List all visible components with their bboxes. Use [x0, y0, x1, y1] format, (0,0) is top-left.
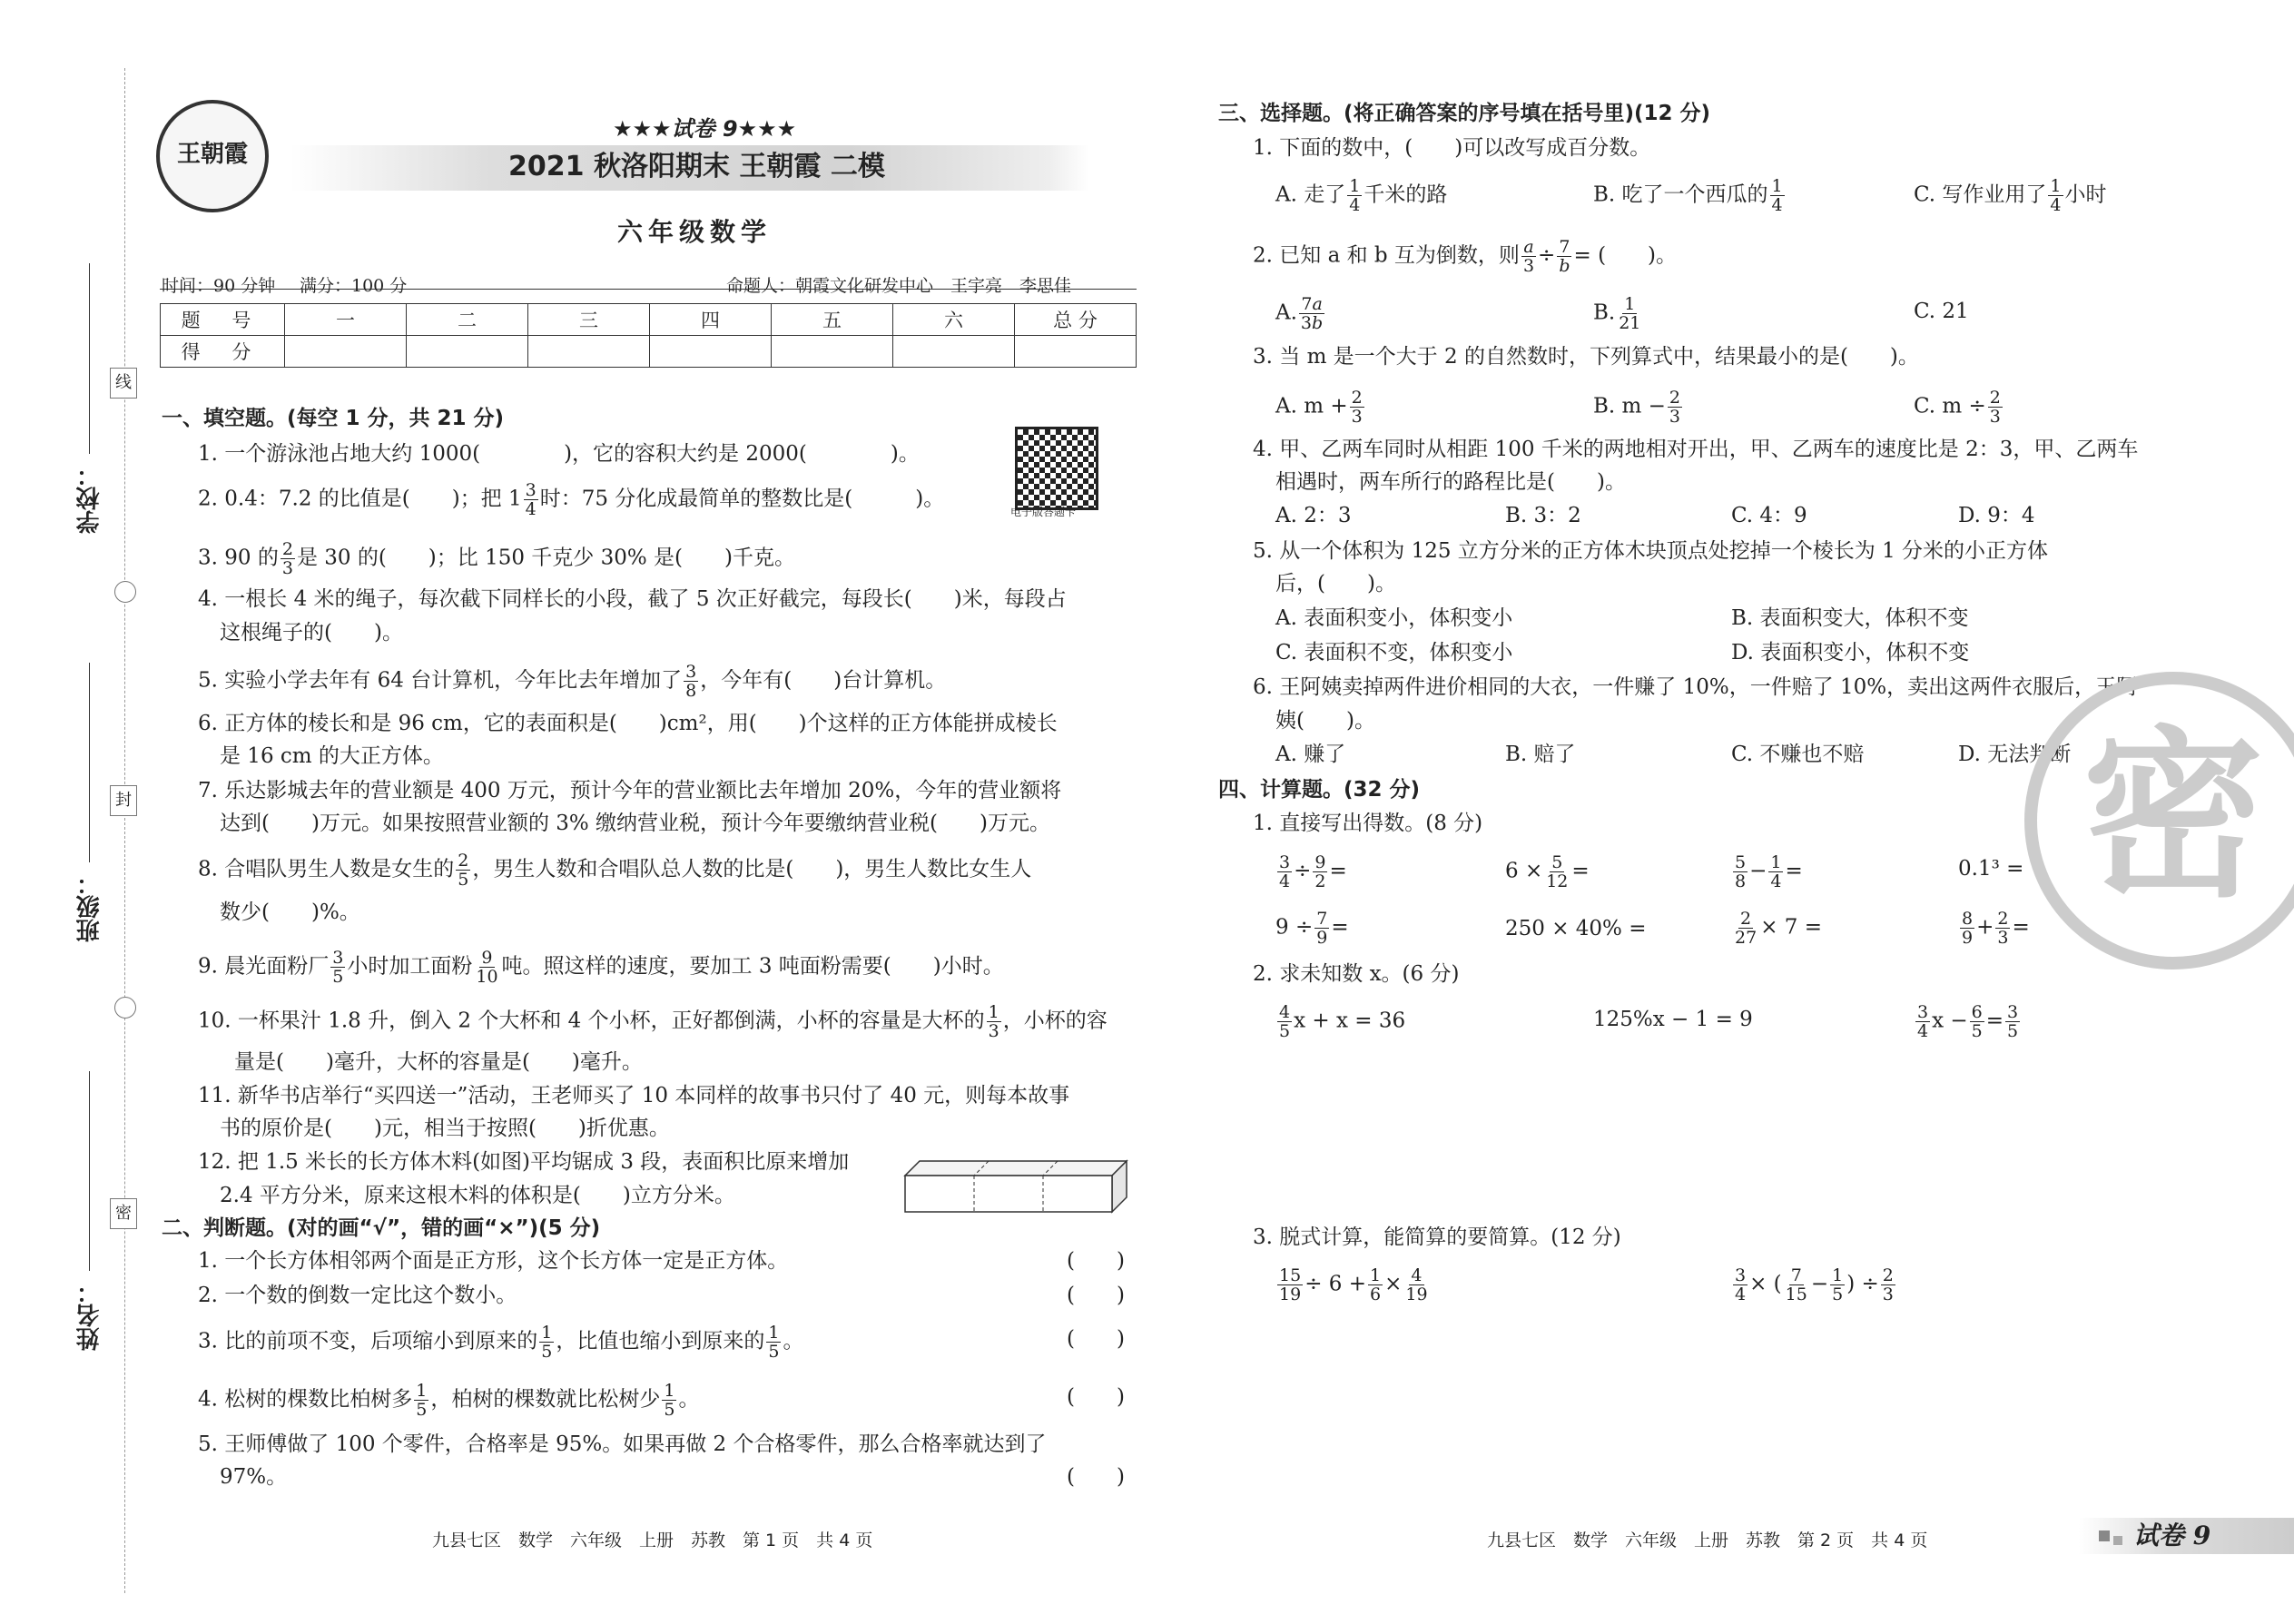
q3-1-A-text-a: A. 走了 [1275, 182, 1346, 207]
q3-5-D[interactable]: D. 表面积变小，体积不变 [1731, 641, 1970, 664]
q3-4-C[interactable]: C. 4：9 [1731, 504, 1807, 527]
calc-op: − [1749, 859, 1767, 883]
score-cell: 一 [285, 304, 407, 336]
fraction: $\frac{9}{10}$ [476, 948, 498, 987]
q1-10-text-b: ，小杯的容 [1002, 1009, 1108, 1033]
q1-5-text-a: 5. 实验小学去年有 64 台计算机，今年比去年增加了 [198, 668, 683, 693]
school-label: 学校： [76, 463, 103, 534]
q3-2-A[interactable] [1275, 295, 1326, 332]
q3-1-C-text-b: 小时 [2064, 182, 2107, 207]
q2-4 [198, 1382, 699, 1419]
fraction: $\frac{2}{3}$ [1997, 909, 2009, 948]
eq-text: = [1985, 1009, 2004, 1033]
q3-1-A-text-b: 千米的路 [1364, 182, 1448, 207]
calc-7 [1731, 910, 1822, 947]
q3-4a: 4. 甲、乙两车同时从相距 100 千米的两地相对开出，甲、乙两车的速度比是 2：3，甲、乙两车 [1253, 438, 2139, 461]
q3-4-A[interactable]: A. 2：3 [1275, 504, 1352, 527]
q3-1-B-text-a: B. 吃了一个西瓜的 [1593, 182, 1768, 207]
fraction: $\frac{1}{5}$ [1832, 1265, 1844, 1304]
calc-op: ÷ [1294, 859, 1312, 883]
fraction: $\frac{2}{3}$ [1882, 1265, 1894, 1304]
fraction: $\frac{2}{3}$ [1669, 388, 1681, 427]
fraction: $\frac{a}{3}$ [1522, 237, 1535, 276]
section-2-title: 二、判断题。(对的画“√”，错的画“×”)(5 分) [162, 1216, 601, 1240]
q3-6-C[interactable]: C. 不赚也不赔 [1731, 743, 1865, 766]
exam-authors: 命题人：朝霞文化研发中心 王宇亮 李思佳 [726, 276, 1072, 296]
fraction: $\frac{9}{2}$ [1314, 852, 1326, 891]
q2-5a: 5. 王师傅做了 100 个零件，合格率是 95%。如果再做 2 个合格零件，那么合格率就达到了 [198, 1432, 1047, 1456]
q2-2-answer[interactable]: ( ) [1067, 1284, 1125, 1307]
q3-2-B[interactable] [1593, 295, 1644, 332]
simplify-2 [1731, 1266, 1897, 1304]
q2-4-answer[interactable]: ( ) [1067, 1385, 1125, 1409]
paper-number: ★★★试卷 9★★★ [613, 116, 797, 142]
calc-op: × 7 = [1760, 915, 1822, 940]
calc-6: 250 × 40% = [1505, 917, 1647, 940]
q3-6-B[interactable]: B. 赔了 [1505, 743, 1576, 766]
q3-2-C[interactable]: C. 21 [1914, 300, 1969, 323]
q3-1-C[interactable] [1914, 177, 2107, 214]
q1-3 [198, 540, 795, 577]
score-input-2[interactable] [407, 336, 528, 368]
q2-5b: 97%。 [220, 1465, 288, 1489]
q3-3-C-label: C. m ÷ [1914, 394, 1986, 418]
exam-full-score: 满分：100 分 [300, 276, 408, 296]
fraction: $\frac{1}{6}$ [1370, 1265, 1382, 1304]
q2-4-text-c: 。 [678, 1387, 700, 1412]
fraction: $\frac{1}{4}$ [1349, 176, 1361, 215]
fraction: $\frac{2}{3}$ [1989, 388, 2001, 427]
footer-badge-square [2113, 1536, 2122, 1545]
qr-code[interactable] [1015, 427, 1098, 510]
calc-5 [1275, 910, 1349, 947]
score-cell: 得 分 [161, 336, 285, 368]
expr-text: × ( [1749, 1272, 1782, 1296]
fraction: $\frac{1}{21}$ [1619, 294, 1641, 333]
q3-5a: 5. 从一个体积为 125 立方分米的正方体木块顶点处挖掉一个棱长为 1 分米的小正方体 [1253, 539, 2049, 563]
q2-5-answer[interactable]: ( ) [1067, 1465, 1125, 1489]
score-cell: 三 [528, 304, 650, 336]
q1-10c: 量是( )毫升，大杯的容量是( )毫升。 [234, 1050, 643, 1074]
q2-2: 2. 一个数的倒数一定比这个数小。 [198, 1284, 517, 1307]
school-field[interactable] [89, 263, 90, 454]
q3-3-A-label: A. m + [1275, 394, 1348, 418]
q3-3-B-label: B. m − [1593, 394, 1666, 418]
fraction: $\frac{3}{5}$ [2007, 1002, 2019, 1041]
wood-figure [903, 1157, 1130, 1216]
calc-4: 0.1³ = [1958, 857, 2024, 881]
q1-3-text-b: 是 30 的( )；比 150 千克少 30% 是( )千克。 [296, 546, 795, 570]
q1-11b: 书的原价是( )元，相当于按照( )折优惠。 [220, 1117, 670, 1140]
calc-eq: = [1329, 859, 1347, 883]
q4-2-title: 2. 求未知数 x。(6 分) [1253, 962, 1460, 986]
q2-3-text-a: 3. 比的前项不变，后项缩小到原来的 [198, 1329, 538, 1353]
fraction: $\frac{7}{15}$ [1785, 1265, 1807, 1304]
q1-5-text-b: ，今年有( )台计算机。 [700, 668, 947, 693]
q1-9-text-c: 吨。照这样的速度，要加工 3 吨面粉需要( )小时。 [501, 954, 1004, 979]
calc-8 [1958, 910, 2030, 947]
score-table [160, 303, 1137, 368]
fraction: $\frac{8}{9}$ [1962, 909, 1974, 948]
q1-10a [198, 1003, 1108, 1040]
fraction: $\frac{3}{5}$ [332, 948, 344, 987]
q3-1-C-text-a: C. 写作业用了 [1914, 182, 2047, 207]
q3-3: 3. 当 m 是一个大于 2 的自然数时，下列算式中，结果最小的是( )。 [1253, 345, 1919, 369]
q3-6a: 6. 王阿姨卖掉两件进价相同的大衣，一件赚了 10%，一件赔了 10%，卖出这两件衣服后，王阿 [1253, 675, 2138, 699]
expr-text: − [1810, 1272, 1829, 1296]
q3-5-A[interactable]: A. 表面积变小，体积变小 [1275, 606, 1513, 630]
equation-1 [1275, 1003, 1405, 1040]
q3-1: 1. 下面的数中，( )可以改写成百分数。 [1253, 136, 1651, 160]
calc-op: 6 × [1505, 859, 1543, 883]
q3-3-A[interactable] [1275, 389, 1366, 426]
q1-6b: 是 16 cm 的大正方体。 [220, 744, 444, 768]
q3-3-B[interactable] [1593, 389, 1684, 426]
binding-mark-dense: 密 [110, 1198, 137, 1229]
subject-title: 六年级数学 [617, 217, 773, 247]
q1-2 [198, 481, 944, 518]
fraction: $\frac{1}{4}$ [1770, 852, 1782, 891]
q3-6b: 姨( )。 [1275, 709, 1375, 733]
q2-4-text-b: ，柏树的棵数就比松树少 [430, 1387, 661, 1412]
fraction: $\frac{1}{4}$ [2050, 176, 2062, 215]
q3-2 [1253, 238, 1677, 275]
q3-2-text-b: ÷ [1538, 243, 1556, 268]
q1-4b: 这根绳子的( )。 [220, 621, 403, 645]
expr-text: ÷ 6 + [1305, 1272, 1366, 1296]
section-3-title: 三、选择题。(将正确答案的序号填在括号里)(12 分) [1218, 102, 1711, 125]
q1-3-text-a: 3. 90 的 [198, 546, 279, 570]
score-input-5[interactable] [772, 336, 893, 368]
calc-eq: = [1785, 859, 1803, 883]
calc-op: + [1976, 915, 1994, 940]
calc-eq: = [1331, 915, 1349, 940]
fraction: $\frac{3}{4}$ [1279, 852, 1291, 891]
q1-12a: 12. 把 1.5 米长的长方体木料(如图)平均锯成 3 段，表面积比原来增加 [198, 1150, 850, 1174]
fraction: $\frac{6}{5}$ [1971, 1002, 1983, 1041]
q2-1: 1. 一个长方体相邻两个面是正方形，这个长方体一定是正方体。 [198, 1249, 789, 1273]
section-4-title: 四、计算题。(32 分) [1218, 778, 1421, 802]
calc-2 [1505, 853, 1590, 891]
q1-7b: 达到( )万元。如果按照营业额的 3% 缴纳营业税，预计今年要缴纳营业税( )万元。 [220, 812, 1051, 835]
name-label: 姓名： [76, 1280, 103, 1351]
fraction: $\frac{2}{27}$ [1735, 909, 1757, 948]
q1-5 [198, 663, 946, 700]
q1-8-text-a: 8. 合唱队男生人数是女生的 [198, 857, 455, 881]
score-table-score-row [161, 336, 1137, 368]
footer-right: 九县七区 数学 六年级 上册 苏教 第 2 页 共 4 页 [1487, 1530, 1928, 1550]
score-table-header-row [161, 304, 1137, 336]
footer-left: 九县七区 数学 六年级 上册 苏教 第 1 页 共 4 页 [432, 1530, 873, 1550]
expr-text: × [1384, 1272, 1403, 1296]
fraction: $\frac{4}{5}$ [1279, 1002, 1291, 1041]
fraction: $\frac{3}{8}$ [685, 662, 697, 701]
q3-4-B[interactable]: B. 3：2 [1505, 504, 1581, 527]
fraction: $\frac{4}{19}$ [1405, 1265, 1428, 1304]
q4-3-title: 3. 脱式计算，能简算的要简算。(12 分) [1253, 1225, 1621, 1249]
q3-6-D[interactable]: D. 无法判断 [1958, 743, 2072, 766]
q3-5-C[interactable]: C. 表面积不变，体积变小 [1275, 641, 1513, 664]
q2-3-text-c: 。 [783, 1329, 804, 1353]
score-input-total[interactable] [1015, 336, 1137, 368]
simplify-1 [1275, 1266, 1432, 1304]
name-field[interactable] [89, 1071, 90, 1271]
q3-2-text-a: 2. 已知 a 和 b 互为倒数，则 [1253, 243, 1520, 268]
q4-1-title: 1. 直接写出得数。(8 分) [1253, 812, 1483, 835]
eq-text: x − [1932, 1009, 1968, 1033]
expr-text: ) ÷ [1846, 1272, 1879, 1296]
fraction: $\frac{1}{5}$ [768, 1323, 780, 1362]
qr-caption: 电子版答题卡 [1010, 506, 1077, 518]
q1-9 [198, 949, 1004, 986]
fraction: $\frac{2}{5}$ [458, 851, 469, 890]
score-input-4[interactable] [650, 336, 772, 368]
score-cell: 六 [893, 304, 1015, 336]
fraction: $\frac{7}{b}$ [1559, 237, 1570, 276]
q1-2-text-a: 2. 0.4：7.2 的比值是( )；把 1 [198, 487, 522, 511]
fraction: $\frac{3}{4}$ [1917, 1002, 1929, 1041]
q1-10-text-a: 10. 一杯果汁 1.8 升，倒入 2 个大杯和 4 个小杯，正好都倒满，小杯的容量是大杯的 [198, 1009, 985, 1033]
calc-op: 9 ÷ [1275, 915, 1314, 940]
fraction: $\frac{1}{5}$ [664, 1381, 675, 1420]
fraction: $\frac{1}{4}$ [1771, 176, 1783, 215]
score-cell: 总 分 [1015, 304, 1137, 336]
binding-hole [114, 581, 136, 603]
q2-4-text-a: 4. 松树的棵数比柏树多 [198, 1387, 413, 1412]
score-input-3[interactable] [528, 336, 650, 368]
q1-6a: 6. 正方体的棱长和是 96 cm，它的表面积是( )cm²，用( )个这样的正方体能拼成棱长 [198, 712, 1058, 735]
q1-8a [198, 851, 1031, 889]
q1-2-text-b: 时：75 分化成最简单的整数比是( )。 [539, 487, 945, 511]
calc-eq: = [2012, 915, 2030, 940]
calc-eq: = [1571, 859, 1590, 883]
fraction: $\frac{15}{19}$ [1279, 1265, 1302, 1304]
q3-5b: 后，( )。 [1275, 572, 1396, 595]
section-1-title: 一、填空题。(每空 1 分，共 21 分) [162, 407, 505, 430]
exam-time: 时间：90 分钟 [162, 276, 276, 296]
q2-3-answer[interactable]: ( ) [1067, 1327, 1125, 1351]
q3-1-B[interactable] [1593, 177, 1787, 214]
fraction: $\frac{3}{4}$ [1735, 1265, 1747, 1304]
footer-badge: 试卷 9 [2133, 1521, 2211, 1550]
q2-3-text-b: ，比值也缩小到原来的 [556, 1329, 765, 1353]
q1-1: 1. 一个游泳池占地大约 1000( )，它的容积大约是 2000( )。 [198, 442, 920, 466]
class-label: 班级： [76, 871, 103, 942]
score-cell: 题 号 [161, 304, 285, 336]
brand-logo: 王朝霞 [156, 100, 269, 212]
q1-11a: 11. 新华书店举行“买四送一”活动，王老师买了 10 本同样的故事书只付了 40 元，则每本故事 [198, 1084, 1070, 1107]
q3-2-A-label: A. [1275, 300, 1297, 325]
q3-4b: 相遇时，两车所行的路程比是( )。 [1275, 470, 1626, 494]
fraction: $\frac{3}{4}$ [525, 480, 537, 519]
q1-8-text-b: ，男生人数和合唱队总人数的比是( )，男生人数比女生人 [472, 857, 1032, 881]
q1-12b: 2.4 平方分米，原来这根木料的体积是( )立方分米。 [220, 1184, 735, 1207]
fraction: $\frac{1}{5}$ [416, 1381, 428, 1420]
q2-3 [198, 1324, 803, 1361]
equation-2: 125%x − 1 = 9 [1593, 1008, 1753, 1031]
calc-1 [1275, 853, 1347, 891]
score-cell: 二 [407, 304, 528, 336]
binding-mark-seal: 封 [110, 785, 137, 816]
fraction: $\frac{5}{8}$ [1735, 852, 1747, 891]
q3-2-text-c: = ( )。 [1573, 243, 1678, 268]
q3-5-B[interactable]: B. 表面积变大，体积不变 [1731, 606, 1969, 630]
equation-3 [1914, 1003, 2022, 1040]
page-title: 2021 秋洛阳期末 王朝霞 二模 [508, 151, 885, 182]
q3-2-B-label: B. [1593, 300, 1616, 325]
q1-9-text-a: 9. 晨光面粉厂 [198, 954, 330, 979]
seal-watermark: 密 [2024, 672, 2294, 969]
q3-3-C[interactable] [1914, 389, 2004, 426]
fraction: $\frac{1}{5}$ [541, 1323, 553, 1362]
eq-text: x + x = 36 [1294, 1009, 1406, 1033]
fraction: $\frac{5}{12}$ [1546, 852, 1569, 891]
score-input-1[interactable] [285, 336, 407, 368]
q2-1-answer[interactable]: ( ) [1067, 1249, 1125, 1273]
score-cell: 四 [650, 304, 772, 336]
fraction: $\frac{2}{3}$ [1351, 388, 1363, 427]
fraction: $\frac{7}{9}$ [1316, 909, 1328, 948]
score-cell: 五 [772, 304, 893, 336]
class-field[interactable] [89, 663, 90, 862]
footer-badge-square [2099, 1530, 2110, 1541]
fraction: $\frac{2}{3}$ [281, 539, 293, 578]
binding-hole [114, 997, 136, 1019]
calc-3 [1731, 853, 1803, 891]
binding-mark-line: 线 [110, 368, 137, 399]
score-input-6[interactable] [893, 336, 1015, 368]
q1-9-text-b: 小时加工面粉 [347, 954, 473, 979]
q1-4a: 4. 一根长 4 米的绳子，每次截下同样长的小段，截了 5 次正好截完，每段长( )米，每段占 [198, 587, 1067, 611]
q3-4-D[interactable]: D. 9：4 [1958, 504, 2035, 527]
binding-line [124, 68, 125, 1593]
q1-7a: 7. 乐达影城去年的营业额是 400 万元，预计今年的营业额比去年增加 20%，今年的营业额将 [198, 779, 1062, 802]
fraction: $\frac{7a}{3b}$ [1300, 294, 1324, 333]
q3-1-A[interactable] [1275, 177, 1447, 214]
q1-8c: 数少( )%。 [220, 901, 360, 924]
q3-6-A[interactable]: A. 赚了 [1275, 743, 1346, 766]
fraction: $\frac{1}{3}$ [988, 1002, 999, 1041]
